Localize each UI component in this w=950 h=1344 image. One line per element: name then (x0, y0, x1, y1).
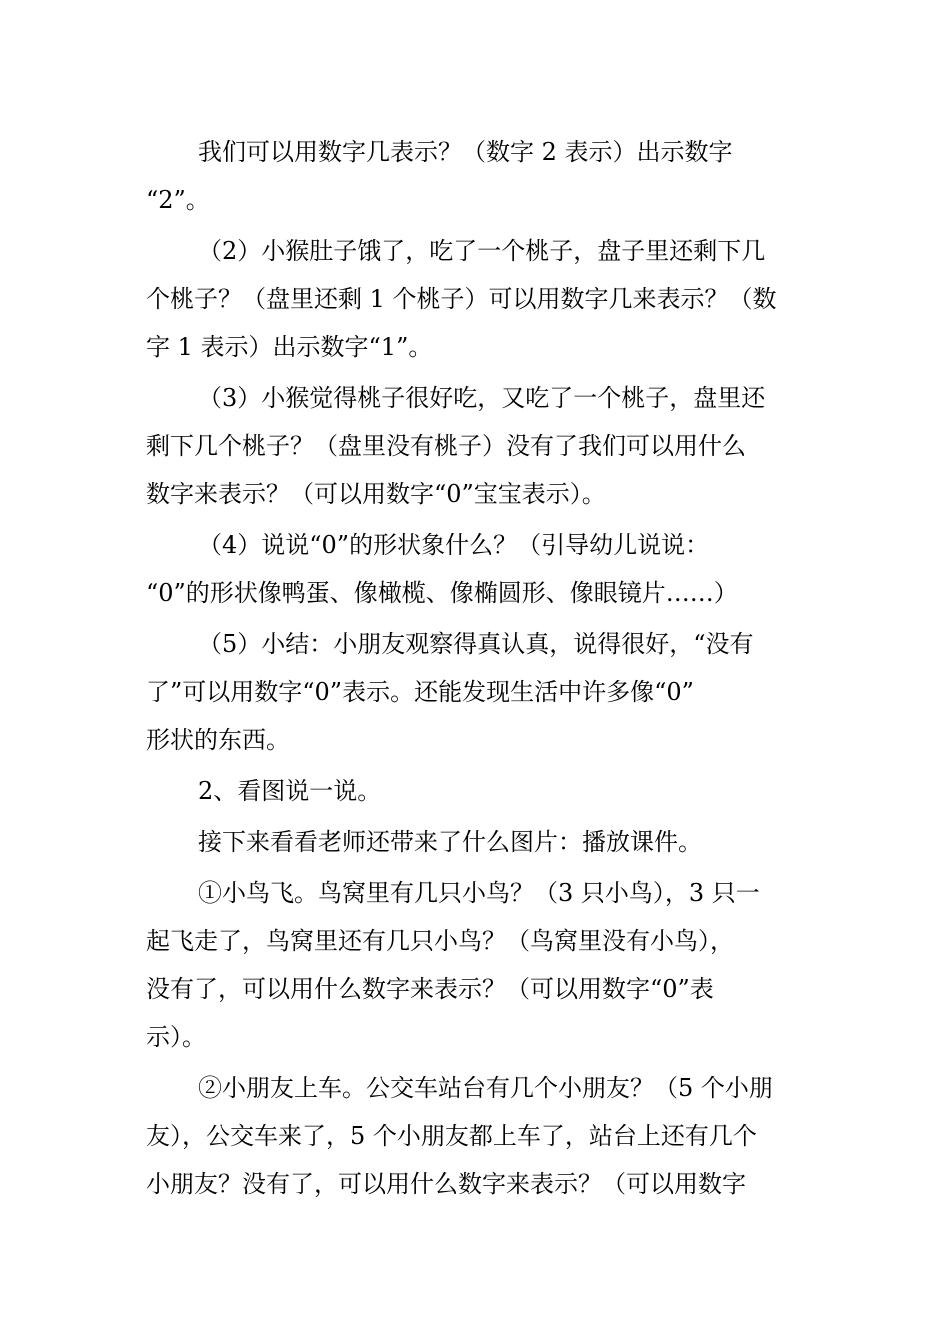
paragraph-5 (146, 620, 806, 764)
text-line: （4）说说“0”的形状象什么？（引导幼儿说说： (198, 531, 710, 559)
text-line: 形状的东西。 (146, 726, 290, 754)
text-line: 小朋友？没有了，可以用什么数字来表示？（可以用数字 (146, 1170, 746, 1198)
text-line: （2）小猴肚子饿了，吃了一个桃子，盘子里还剩下几 (198, 237, 766, 265)
paragraph-2 (146, 227, 806, 371)
paragraph-1 (146, 128, 806, 224)
paragraph-8 (146, 869, 806, 1061)
text-line: 数字来表示？（可以用数字“0”宝宝表示）。 (146, 480, 606, 508)
paragraph-9 (146, 1064, 806, 1208)
paragraph-7 (146, 818, 806, 866)
text-line: “2”。 (146, 186, 210, 214)
text-line: 剩下几个桃子？（盘里没有桃子）没有了我们可以用什么 (146, 432, 746, 460)
document-body (146, 128, 806, 1211)
text-line: 个桃子？（盘里还剩 1 个桃子）可以用数字几来表示？（数 (146, 285, 777, 313)
text-line: 友），公交车来了，5 个小朋友都上车了，站台上还有几个 (146, 1122, 757, 1150)
text-line: ①小鸟飞。鸟窝里有几只小鸟？（3 只小鸟），3 只一 (198, 879, 760, 907)
paragraph-6 (146, 767, 806, 815)
text-line: 接下来看看老师还带来了什么图片：播放课件。 (198, 828, 702, 856)
text-line: 没有了，可以用什么数字来表示？（可以用数字“0”表 (146, 975, 714, 1003)
text-line: 2、看图说一说。 (198, 777, 382, 805)
text-line: （5）小结：小朋友观察得真认真，说得很好，“没有 (198, 630, 754, 658)
text-line: 示）。 (146, 1023, 206, 1051)
text-line: 了”可以用数字“0”表示。还能发现生活中许多像“0” (146, 678, 694, 706)
text-line: （3）小猴觉得桃子很好吃，又吃了一个桃子，盘里还 (198, 384, 766, 412)
text-line: “0”的形状像鸭蛋、像橄榄、像椭圆形、像眼镜片……） (146, 579, 738, 607)
text-line: ②小朋友上车。公交车站台有几个小朋友？（5 个小朋 (198, 1074, 773, 1102)
paragraph-4 (146, 521, 806, 617)
text-line: 我们可以用数字几表示？（数字 2 表示）出示数字 (198, 138, 733, 166)
text-line: 起飞走了，鸟窝里还有几只小鸟？（鸟窝里没有小鸟）， (146, 927, 734, 955)
paragraph-3 (146, 374, 806, 518)
text-line: 字 1 表示）出示数字“1”。 (146, 333, 433, 361)
